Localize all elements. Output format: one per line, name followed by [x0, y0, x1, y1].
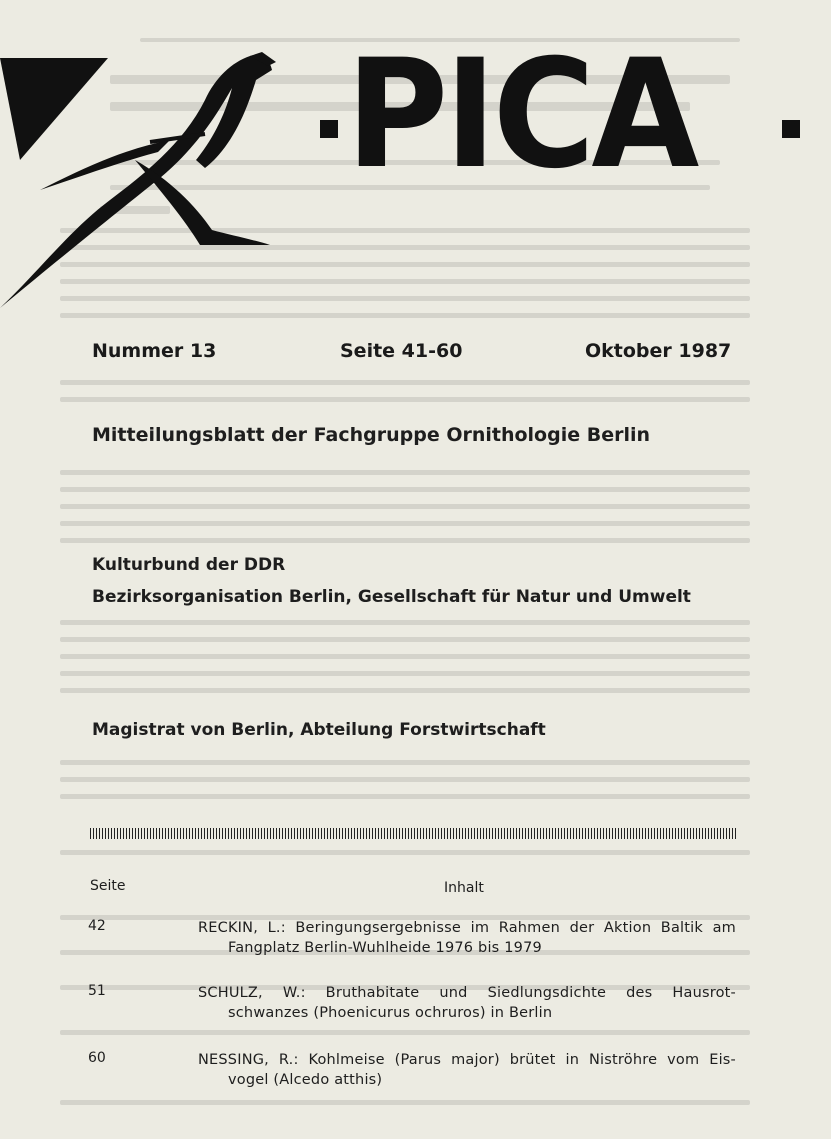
publisher-magistrat: Magistrat von Berlin, Abteilung Forstwirtschaft	[92, 720, 546, 740]
toc-entry-line: NESSING, R.: Kohlmeise (Parus major) brütet in Niströhre vom Eis-	[198, 1052, 736, 1068]
issue-date: Oktober 1987	[585, 340, 732, 362]
toc-entry-text	[198, 1050, 736, 1090]
journal-subtitle: Mitteilungsblatt der Fachgruppe Ornithologie Berlin	[92, 424, 651, 446]
toc-entry-line: schwanzes (Phoenicurus ochruros) in Berlin	[228, 1005, 553, 1021]
toc-entry-page: 60	[88, 1050, 106, 1066]
toc-column-content: Inhalt	[444, 880, 484, 896]
publisher-bezirksorganisation: Bezirksorganisation Berlin, Gesellschaft für Natur und Umwelt	[92, 587, 691, 607]
toc-entry-text	[198, 983, 736, 1023]
masthead-right-dot	[782, 120, 800, 138]
masthead-title: PICA	[346, 28, 696, 202]
toc-entry-line: SCHULZ, W.: Bruthabitate und Siedlungsdichte des Hausrot-	[198, 985, 736, 1001]
toc-column-page: Seite	[90, 878, 126, 894]
toc-entry-text	[198, 918, 736, 958]
magpie-logo-icon	[0, 30, 300, 320]
publisher-kulturbund: Kulturbund der DDR	[92, 555, 286, 575]
toc-entry-page: 51	[88, 983, 106, 999]
issue-pages: Seite 41-60	[340, 340, 463, 362]
toc-entry-line: vogel (Alcedo atthis)	[228, 1072, 383, 1088]
toc-entry-page: 42	[88, 918, 106, 934]
toc-entry-line: Fangplatz Berlin-Wuhlheide 1976 bis 1979	[228, 940, 542, 956]
issue-number: Nummer 13	[92, 340, 217, 362]
toc-entry-line: RECKIN, L.: Beringungsergebnisse im Rahmen der Aktion Baltik am	[198, 920, 736, 936]
hatched-divider	[90, 828, 736, 839]
masthead-left-dot	[320, 120, 338, 138]
